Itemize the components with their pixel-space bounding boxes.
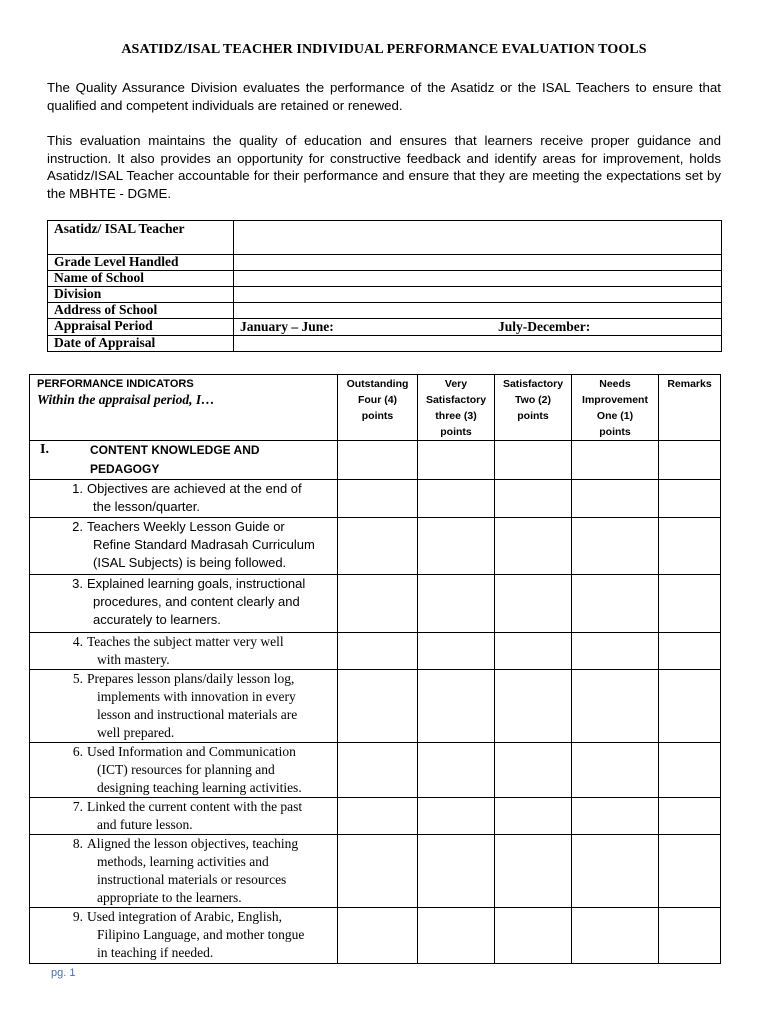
indicator-row xyxy=(30,908,721,964)
needs-improvement-header xyxy=(572,375,659,441)
very-satisfactory-line: Very xyxy=(444,378,468,390)
rating-cell-very-satisfactory[interactable] xyxy=(418,633,495,670)
indicators-header xyxy=(30,375,338,441)
rating-cell-very-satisfactory[interactable] xyxy=(418,908,495,964)
indicator-text-line: Explained learning goals, instructional xyxy=(87,576,306,591)
rating-cell-outstanding[interactable] xyxy=(338,480,418,518)
rating-cell-satisfactory[interactable] xyxy=(495,835,572,908)
division-value-cell[interactable] xyxy=(234,287,722,303)
indicator-text-line: Used Information and Communication xyxy=(87,744,296,759)
indicator-text-line: methods, learning activities and xyxy=(97,854,269,869)
indicator-number: 5. xyxy=(72,671,83,686)
indicator-text-line: with mastery. xyxy=(97,652,170,667)
needs-improvement-line: Improvement xyxy=(582,394,648,406)
rating-cell-very-satisfactory[interactable] xyxy=(418,518,495,575)
indicator-number: 4. xyxy=(72,634,83,649)
rating-cell-very-satisfactory[interactable] xyxy=(418,670,495,743)
rating-cell-outstanding[interactable] xyxy=(338,575,418,633)
appraisal-date-label: Date of Appraisal xyxy=(48,336,234,352)
appraisal-period-value-cell[interactable] xyxy=(234,319,722,336)
indicator-number: 1. xyxy=(72,481,83,496)
rating-cell-needs-improvement[interactable] xyxy=(572,441,659,480)
rating-cell-very-satisfactory[interactable] xyxy=(418,743,495,798)
teacher-label: Asatidz/ ISAL Teacher xyxy=(48,221,234,255)
indicator-text-cell xyxy=(30,798,338,835)
indicator-text-cell xyxy=(30,480,338,518)
indicator-number: 8. xyxy=(72,836,83,851)
remarks-cell[interactable] xyxy=(659,480,721,518)
indicator-number: 9. xyxy=(72,909,83,924)
remarks-cell[interactable] xyxy=(659,518,721,575)
indicator-number: 2. xyxy=(72,519,83,534)
remarks-header: Remarks xyxy=(659,375,721,441)
indicator-row xyxy=(30,835,721,908)
indicator-text-line: accurately to learners. xyxy=(93,612,221,627)
indicator-text-line: Used integration of Arabic, English, xyxy=(87,909,282,924)
intro-paragraph-1: The Quality Assurance Division evaluates the performance of the Asatidz or the ISAL Teachers to ensure that qualified and competent individuals are retained or renewed. xyxy=(47,80,721,113)
school-name-label: Name of School xyxy=(48,271,234,287)
rating-cell-satisfactory[interactable] xyxy=(495,798,572,835)
rating-cell-very-satisfactory[interactable] xyxy=(418,798,495,835)
page-number: pg. 1 xyxy=(51,967,76,979)
rating-cell-very-satisfactory[interactable] xyxy=(418,575,495,633)
indicator-number: 7. xyxy=(72,799,83,814)
indicator-text-line: Teaches the subject matter very well xyxy=(87,634,284,649)
rating-cell-outstanding[interactable] xyxy=(338,518,418,575)
rating-cell-outstanding[interactable] xyxy=(338,670,418,743)
remarks-cell[interactable] xyxy=(659,908,721,964)
satisfactory-line: Two (2) xyxy=(515,394,551,406)
remarks-cell[interactable] xyxy=(659,743,721,798)
outstanding-line: Outstanding xyxy=(346,378,409,390)
teacher-value-cell[interactable] xyxy=(234,221,722,255)
indicator-text-line: procedures, and content clearly and xyxy=(93,594,300,609)
indicator-text-line: Teachers Weekly Lesson Guide or xyxy=(87,519,285,534)
appraisal-period-prompt: Within the appraisal period, I… xyxy=(37,392,215,407)
satisfactory-line: points xyxy=(517,410,549,422)
remarks-cell[interactable] xyxy=(659,575,721,633)
indicator-text-line: well prepared. xyxy=(97,725,175,740)
school-address-label: Address of School xyxy=(48,303,234,319)
rating-cell-outstanding[interactable] xyxy=(338,743,418,798)
section-numeral: I. xyxy=(40,442,49,457)
rating-cell-outstanding[interactable] xyxy=(338,908,418,964)
indicator-text-line: instructional materials or resources xyxy=(97,872,287,887)
appraisal-period-label: Appraisal Period xyxy=(48,319,234,336)
indicator-row xyxy=(30,518,721,575)
grade-level-value-cell[interactable] xyxy=(234,255,722,271)
indicator-text-cell xyxy=(30,908,338,964)
satisfactory-header xyxy=(495,375,572,441)
indicator-text-line: Refine Standard Madrasah Curriculum xyxy=(93,537,315,552)
rating-cell-satisfactory[interactable] xyxy=(495,670,572,743)
rating-cell-outstanding[interactable] xyxy=(338,798,418,835)
rating-cell-outstanding[interactable] xyxy=(338,633,418,670)
period-january-june: January – June: xyxy=(240,319,334,334)
section-heading xyxy=(30,441,338,480)
performance-indicators-table xyxy=(29,374,721,964)
indicator-row xyxy=(30,480,721,518)
rating-cell-satisfactory[interactable] xyxy=(495,743,572,798)
school-address-value-cell[interactable] xyxy=(234,303,722,319)
needs-improvement-line: One (1) xyxy=(596,410,634,422)
remarks-cell[interactable] xyxy=(659,633,721,670)
appraisal-date-value-cell[interactable] xyxy=(234,336,722,352)
indicator-text-line: lesson and instructional materials are xyxy=(97,707,298,722)
very-satisfactory-header xyxy=(418,375,495,441)
indicator-number: 6. xyxy=(72,744,83,759)
indicator-text-cell xyxy=(30,518,338,575)
rating-cell-satisfactory[interactable] xyxy=(495,480,572,518)
outstanding-line: Four (4) xyxy=(357,394,398,406)
rating-cell-needs-improvement[interactable] xyxy=(572,633,659,670)
rating-cell-satisfactory[interactable] xyxy=(495,518,572,575)
grade-level-label: Grade Level Handled xyxy=(48,255,234,271)
rating-cell-needs-improvement[interactable] xyxy=(572,835,659,908)
indicator-text-line: in teaching if needed. xyxy=(97,945,214,960)
remarks-cell[interactable] xyxy=(659,441,721,480)
remarks-cell[interactable] xyxy=(659,670,721,743)
rating-cell-needs-improvement[interactable] xyxy=(572,518,659,575)
rating-cell-satisfactory[interactable] xyxy=(495,441,572,480)
school-name-value-cell[interactable] xyxy=(234,271,722,287)
indicator-text-cell xyxy=(30,575,338,633)
indicator-text-line: designing teaching learning activities. xyxy=(97,780,302,795)
document-title: ASATIDZ/ISAL TEACHER INDIVIDUAL PERFORMANCE EVALUATION TOOLS xyxy=(121,42,647,57)
rating-cell-needs-improvement[interactable] xyxy=(572,743,659,798)
rating-cell-very-satisfactory[interactable] xyxy=(418,835,495,908)
indicator-text-line: Objectives are achieved at the end of xyxy=(87,481,302,496)
rating-cell-needs-improvement[interactable] xyxy=(572,575,659,633)
indicator-text-line: and future lesson. xyxy=(97,817,193,832)
very-satisfactory-line: Satisfactory xyxy=(425,394,487,406)
indicator-text-line: the lesson/quarter. xyxy=(93,499,200,514)
indicator-text-cell xyxy=(30,743,338,798)
indicator-row xyxy=(30,575,721,633)
rating-cell-satisfactory[interactable] xyxy=(495,908,572,964)
indicator-row xyxy=(30,633,721,670)
rating-cell-very-satisfactory[interactable] xyxy=(418,441,495,480)
very-satisfactory-line: points xyxy=(440,426,472,438)
satisfactory-line: Satisfactory xyxy=(502,378,564,390)
rating-cell-needs-improvement[interactable] xyxy=(572,480,659,518)
indicator-text-line: Filipino Language, and mother tongue xyxy=(97,927,305,942)
outstanding-line: points xyxy=(361,410,394,422)
section-title-line: PEDAGOGY xyxy=(90,462,160,476)
indicator-text-line: appropriate to the learners. xyxy=(97,890,242,905)
intro-paragraph-2: This evaluation maintains the quality of education and ensures that learners receive proper guidance and instruction. It also provides an opportunity for constructive feedback and identify areas for improvement, holds Asatidz/ISAL Teacher accountable for their performance and ensure that they are meeting the expectations set by the MBHTE - DGME. xyxy=(47,133,721,201)
outstanding-header xyxy=(338,375,418,441)
rating-cell-outstanding[interactable] xyxy=(338,835,418,908)
indicator-row xyxy=(30,743,721,798)
indicators-header-title: PERFORMANCE INDICATORS xyxy=(37,378,194,390)
period-july-december: July-December: xyxy=(498,319,591,334)
indicator-text-cell xyxy=(30,835,338,908)
remarks-cell[interactable] xyxy=(659,798,721,835)
rating-cell-outstanding[interactable] xyxy=(338,441,418,480)
division-label: Division xyxy=(48,287,234,303)
indicator-number: 3. xyxy=(72,576,83,591)
remarks-cell[interactable] xyxy=(659,835,721,908)
indicator-row xyxy=(30,670,721,743)
section-title-line: CONTENT KNOWLEDGE AND xyxy=(90,443,260,457)
rating-cell-needs-improvement[interactable] xyxy=(572,798,659,835)
indicator-text-line: (ISAL Subjects) is being followed. xyxy=(93,555,287,570)
rating-cell-needs-improvement[interactable] xyxy=(572,670,659,743)
rating-cell-needs-improvement[interactable] xyxy=(572,908,659,964)
indicator-text-line: Linked the current content with the past xyxy=(87,799,303,814)
rating-cell-very-satisfactory[interactable] xyxy=(418,480,495,518)
very-satisfactory-line: three (3) xyxy=(435,410,477,422)
needs-improvement-line: Needs xyxy=(599,378,631,390)
indicator-text-cell xyxy=(30,633,338,670)
rating-cell-satisfactory[interactable] xyxy=(495,633,572,670)
indicator-text-line: implements with innovation in every xyxy=(97,689,296,704)
needs-improvement-line: points xyxy=(599,426,631,438)
indicator-text-line: Prepares lesson plans/daily lesson log, xyxy=(87,671,295,686)
teacher-info-table xyxy=(47,220,722,352)
indicator-text-cell xyxy=(30,670,338,743)
indicator-text-line: (ICT) resources for planning and xyxy=(97,762,275,777)
indicator-text-line: Aligned the lesson objectives, teaching xyxy=(87,836,299,851)
indicator-row xyxy=(30,798,721,835)
rating-cell-satisfactory[interactable] xyxy=(495,575,572,633)
